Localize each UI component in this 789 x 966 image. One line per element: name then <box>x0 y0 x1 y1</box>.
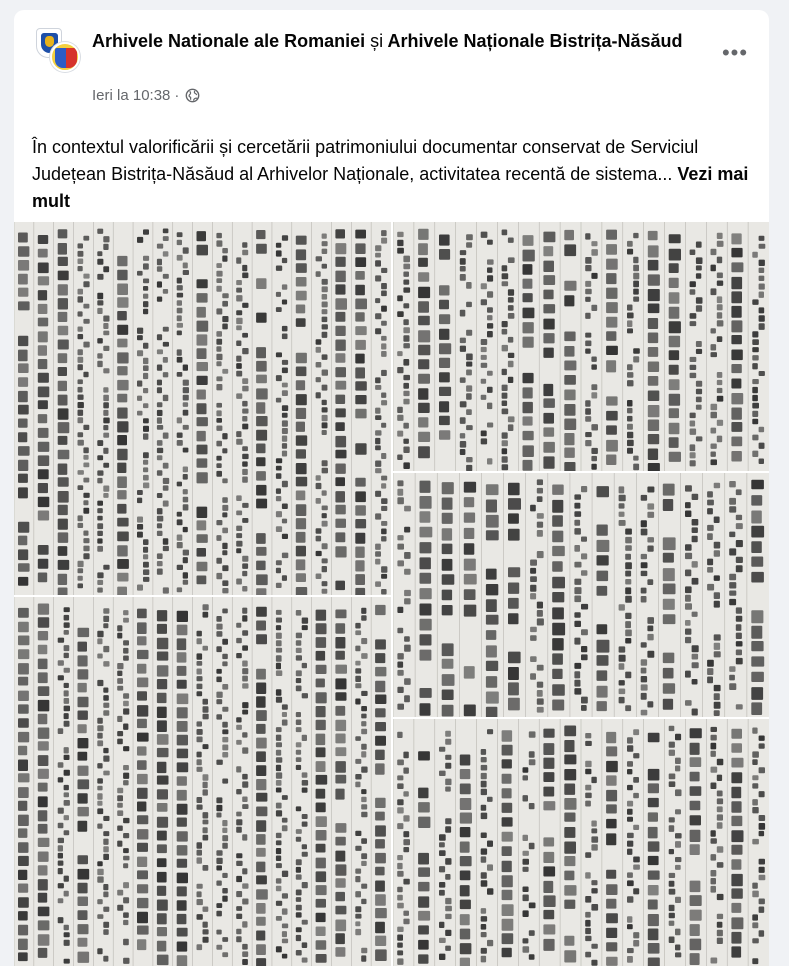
photo-document-4[interactable] <box>14 597 391 966</box>
post-body <box>32 134 752 215</box>
post-card <box>14 10 769 966</box>
author-link-primary[interactable]: Arhivele Nationale ale Romaniei <box>92 31 366 51</box>
page-avatar[interactable] <box>36 28 80 72</box>
photo-document-2[interactable] <box>393 222 769 471</box>
county-crest-icon <box>50 42 80 72</box>
post-meta <box>92 87 200 104</box>
photo-document-1[interactable] <box>14 222 391 595</box>
photo-document-5[interactable] <box>393 719 769 966</box>
post-header <box>14 10 769 130</box>
globe-icon[interactable] <box>185 88 200 103</box>
post-timestamp[interactable]: Ieri la 10:38 <box>92 87 171 104</box>
post-body-text: În contextul valorificării și cercetării patrimoniului documentar conservat de Serviciul Județean Bistrița-Năsăud al Arhivelor Naționale, activitatea recentă de sistema... <box>32 137 699 184</box>
author-link-secondary[interactable]: Arhivele Naționale Bistrița-Năsăud <box>387 31 683 51</box>
meta-separator: · <box>174 87 180 104</box>
see-more-link[interactable]: Vezi mai mult <box>32 164 749 211</box>
more-options-button[interactable]: ••• <box>721 40 749 65</box>
photo-gallery <box>14 222 769 966</box>
post-authors <box>92 29 692 54</box>
photo-document-3[interactable] <box>393 473 769 717</box>
author-conjunction: și <box>370 31 384 51</box>
